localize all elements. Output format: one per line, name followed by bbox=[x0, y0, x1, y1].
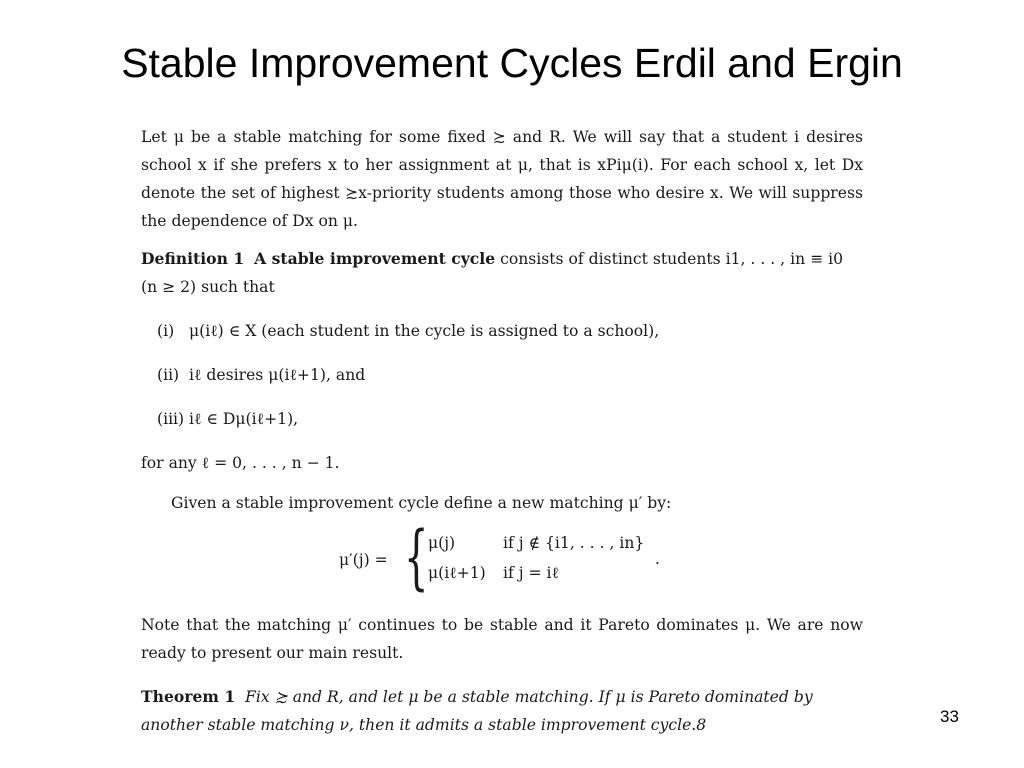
theorem-paragraph bbox=[141, 683, 863, 739]
list-item bbox=[141, 361, 863, 389]
case1-value: μ(j) bbox=[428, 534, 456, 552]
item-text: iℓ ∈ Dμ(iℓ+1), bbox=[189, 410, 299, 428]
item-text: iℓ desires μ(iℓ+1), and bbox=[189, 366, 366, 384]
definition-label: Definition 1 bbox=[141, 249, 245, 268]
item-text: μ(iℓ) ∈ X (each student in the cycle is assigned to a school), bbox=[189, 322, 660, 340]
slide-title: Stable Improvement Cycles Erdil and Ergin bbox=[121, 40, 903, 86]
page-number: 33 bbox=[940, 707, 959, 726]
equation-lhs: μ′(j) = bbox=[339, 551, 388, 569]
case2-condition: if j = iℓ bbox=[503, 564, 559, 582]
definition-term: A stable improvement cycle bbox=[254, 249, 496, 268]
condition-list bbox=[141, 317, 863, 433]
left-brace: { bbox=[404, 516, 429, 598]
note-paragraph: Note that the matching μ′ continues to be stable and it Pareto dominates μ. We are now ready to present our main result. bbox=[141, 616, 863, 662]
definition-paragraph bbox=[141, 245, 863, 301]
case1-condition: if j ∉ {i1, . . . , in} bbox=[503, 534, 645, 552]
theorem-label: Theorem 1 bbox=[141, 687, 236, 706]
item-label: (iii) bbox=[157, 410, 185, 428]
item-label: (ii) bbox=[157, 366, 180, 384]
case2-value: μ(iℓ+1) bbox=[428, 564, 486, 582]
list-item bbox=[141, 405, 863, 433]
list-item bbox=[141, 317, 863, 345]
matching-equation bbox=[141, 516, 863, 598]
intro-paragraph: Let μ be a stable matching for some fixed ≿ and R. We will say that a student i desires school x if she prefers x to her assignment at μ, that is xPiμ(i). For each school x, let Dx denote the set of highest ≿x-priority students among those who desire x. We will suppress the dependence of Dx on μ. bbox=[141, 128, 863, 230]
paper-excerpt bbox=[141, 123, 863, 739]
given-paragraph: Given a stable improvement cycle define a new matching μ′ by: bbox=[171, 494, 672, 512]
for-any-line: for any ℓ = 0, . . . , n − 1. bbox=[141, 454, 340, 472]
equation-end: . bbox=[655, 550, 660, 568]
item-label: (i) bbox=[157, 322, 175, 340]
theorem-text: Fix ≿ and R, and let μ be a stable matching. If μ is Pareto dominated by another stable matching ν, then it admits a stable improvement cycle.8 bbox=[141, 688, 813, 734]
definition-text: consists of distinct students i1, . . . , in ≡ i0 (n ≥ 2) such that bbox=[141, 250, 844, 296]
